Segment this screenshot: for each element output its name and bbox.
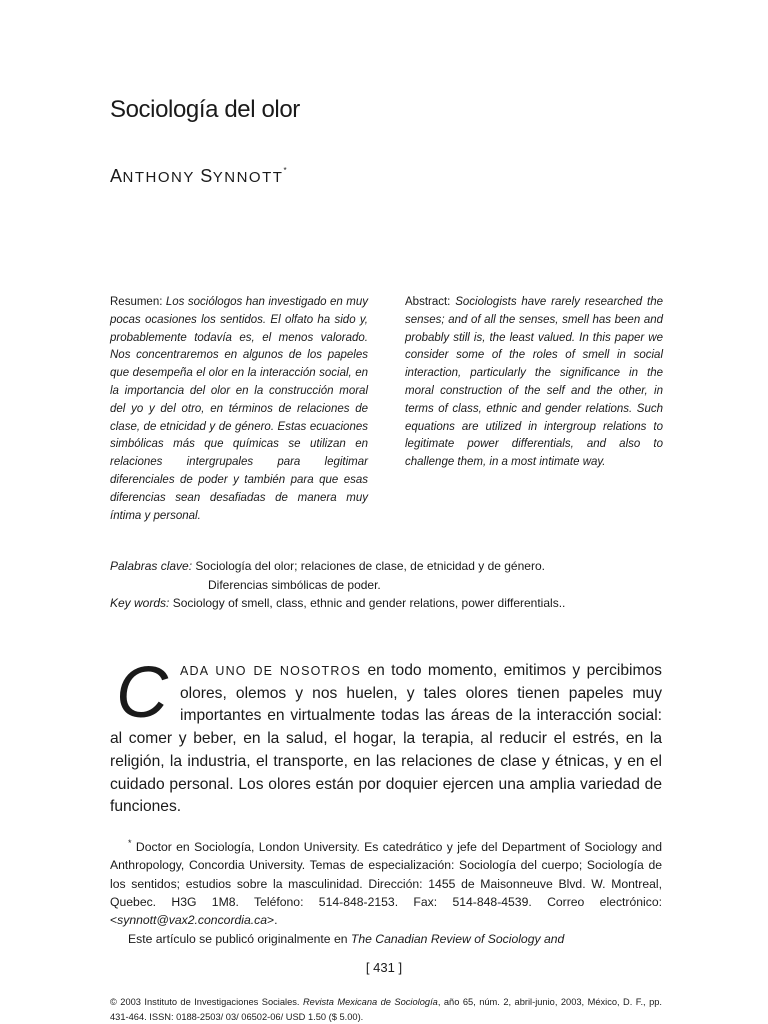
resumen-label: Resumen: bbox=[110, 296, 163, 308]
author-first-rest: NTHONY bbox=[122, 169, 195, 186]
copyright-text-a: © 2003 Instituto de Investigaciones Sociales. bbox=[110, 997, 303, 1007]
footnote-note2-journal: The Canadian Review of Sociology and bbox=[350, 931, 565, 946]
keywords-section bbox=[110, 557, 662, 613]
footnote-email: synnott@vax2.concordia.ca bbox=[117, 913, 268, 928]
body-smallcaps: ADA UNO DE NOSOTROS bbox=[180, 664, 362, 678]
keywords-es-line2: Diferencias simbólicas de poder. bbox=[208, 577, 381, 592]
resumen-section bbox=[110, 294, 368, 525]
author-first-initial: A bbox=[110, 166, 123, 186]
keywords-es-line1: Sociología del olor; relaciones de clase, de etnicidad y de género. bbox=[195, 559, 545, 573]
author-last-initial: S bbox=[200, 166, 213, 186]
resumen-text: Los sociólogos han investigado en muy pocas ocasiones los sentidos. El olfato ha sido y, probablemente todavía es, el menos valorado. Nos concentraremos en algunos de los papeles que desempeña el olor en la interacción social, en la importancia del olor en la construcción moral del yo y del otro, en términos de relaciones de clase, de etnicidad y de género. Estas ecuaciones simbólicas más que químicas se utilizan en relaciones intergrupales para legitimar diferenciales de poder y también para que esas diferencias sean desafiadas de manera muy íntima y personal. bbox=[110, 296, 368, 522]
footnote-marker: * bbox=[128, 838, 132, 848]
abstract-text: Sociologists have rarely researched the senses; and of all the senses, smell has been and probably still is, the least valued. In this paper we consider some of the roles of smell in social interaction, particularly the significance in the moral construction of the self and the other, in terms of class, ethnic and gender relations. Such equations are utilized in intergroup relations to legitimate power differentials, and also to challenge them, in a most intimate way. bbox=[405, 296, 663, 469]
abstract-section bbox=[405, 294, 663, 472]
page-number: [ 431 ] bbox=[365, 960, 403, 975]
drop-cap: C bbox=[116, 653, 168, 733]
keywords-en-label: Key words: bbox=[110, 596, 170, 610]
abstract-label: Abstract: bbox=[405, 296, 451, 308]
body-text: en todo momento, emitimos y percibimos olores, olemos y nos huelen, y tales olores tienen papeles muy importantes en virtualmente todas las áreas de la interacción social: al comer y beber, en la salud, el hogar, la terapia, al reducir el estrés, en la religión, la industria, el transporte, en las relaciones de clase y étnicas, y en el cuidado personal. Los olores están por doquier ejercen una amplia variedad de funciones. bbox=[110, 662, 662, 816]
article-title: Sociología del olor bbox=[110, 96, 300, 123]
author-name bbox=[110, 166, 288, 187]
footnote-text-b: >. bbox=[267, 913, 278, 928]
footnote-note2-text: Este artículo se publicó originalmente en bbox=[128, 931, 351, 946]
footnote-text-a: Doctor en Sociología, London University. Es catedrático y jefe del Department of Sociology and Anthropology, Concordia University. Temas de especialización: Sociología del cuerpo; Sociología de los sentidos; estudios sobre la masculinidad. Dirección: 1455 de Maisonneuve Blvd. W. Montreal, Quebec. H3G 1M8. Teléfono: 514-848-2153. Fax: 514-848-4539. Correo electrónico: < bbox=[110, 840, 662, 928]
footnote bbox=[110, 834, 662, 948]
copyright-text-b: , año 65, núm. 2, abril-junio, 2003, México, D. F., pp. 431-464. ISSN: 0188-2503/ 03/ 06502-06/ USD 1.50 ($ 5.00). bbox=[110, 997, 662, 1022]
copyright-line bbox=[110, 995, 662, 1024]
author-footnote-marker: * bbox=[283, 166, 289, 175]
author-last-rest: YNNOTT bbox=[212, 169, 284, 186]
copyright-journal: Revista Mexicana de Sociología bbox=[302, 997, 438, 1007]
body-paragraph bbox=[110, 653, 662, 819]
keywords-en-text: Sociology of smell, class, ethnic and gender relations, power differentials.. bbox=[172, 596, 566, 610]
keywords-es-label: Palabras clave: bbox=[110, 559, 193, 573]
